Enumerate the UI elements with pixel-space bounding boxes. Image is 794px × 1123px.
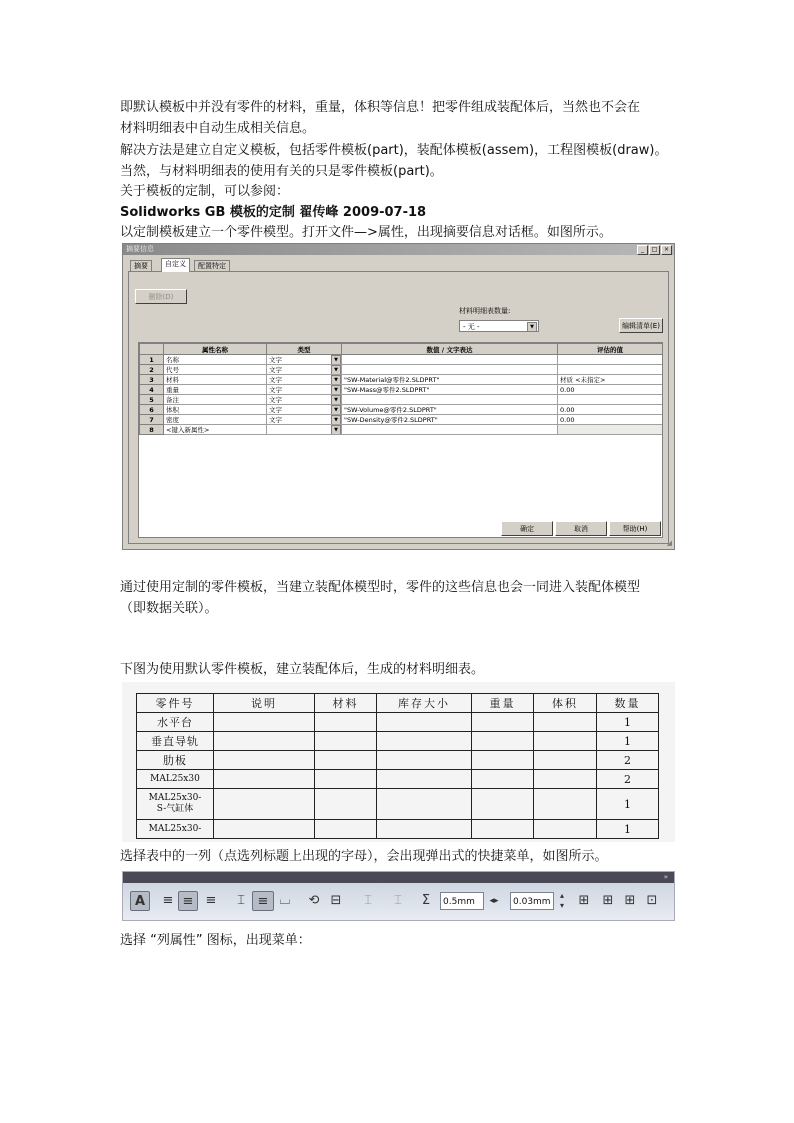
property-type-cell[interactable] [267,405,342,415]
bom-empty-cell [214,751,315,770]
property-row[interactable] [140,365,663,375]
bom-empty-cell [315,789,377,820]
bom-row [137,820,659,839]
bom-empty-cell [472,820,534,839]
property-row[interactable] [140,385,663,395]
property-row[interactable] [140,355,663,365]
chevron-down-icon[interactable]: ▼ [331,425,341,435]
chevron-down-icon[interactable]: ▼ [331,375,341,385]
bom-column-header[interactable]: 零件号 [137,694,214,713]
cell-margin-input[interactable]: 0.03mm [510,892,554,910]
property-value-cell[interactable] [342,365,558,375]
bom-empty-cell [377,789,472,820]
column-header-evaluated[interactable]: 评估的值 [558,344,663,355]
property-value-cell[interactable]: "SW-Density@零件2.SLDPRT" [342,415,558,425]
property-type-value: 文字 [269,406,282,414]
overflow-icon[interactable]: » [663,873,668,881]
bom-row [137,770,659,789]
row-number: 4 [140,385,164,395]
evaluated-value-cell [558,355,663,365]
bom-empty-cell [214,713,315,732]
paragraph: 材料明细表中自动生成相关信息。 [120,121,316,136]
paragraph: 当然，与材料明细表的使用有关的只是零件模板(part)。 [120,164,443,179]
property-type-value: 文字 [269,376,282,384]
bom-column-header[interactable]: 库存大小 [377,694,472,713]
bom-empty-cell [315,751,377,770]
property-name-cell[interactable]: 体积 [164,405,267,415]
help-button[interactable]: 帮助(H) [609,521,661,536]
property-type-cell[interactable] [267,375,342,385]
property-type-cell[interactable] [267,395,342,405]
row-number: 8 [140,425,164,435]
bom-table [136,693,659,839]
paragraph: 通过使用定制的零件模板，当建立装配体模型时，零件的这些信息也会一同进入装配体模型 [120,580,641,595]
bom-empty-cell [534,820,597,839]
row-number: 7 [140,415,164,425]
toolbar-title-strip [123,872,674,883]
table-grid-icon[interactable]: ⊞ [624,893,636,908]
insert-column-icon[interactable]: ⌶ [394,893,402,908]
column-header-value[interactable]: 数值 / 文字表达 [342,344,558,355]
bom-empty-cell [534,789,597,820]
bom-row [137,713,659,732]
property-type-cell[interactable] [267,385,342,395]
column-header-name[interactable]: 属性名称 [164,344,267,355]
property-value-cell[interactable]: "SW-Material@零件2.SLDPRT" [342,375,558,385]
table-select-icon[interactable]: ⊡ [646,893,658,908]
property-row[interactable] [140,395,663,405]
bom-empty-cell [472,732,534,751]
bom-empty-cell [315,820,377,839]
paragraph: （即数据关联）。 [120,601,218,616]
paragraph: 下图为使用默认零件模板，建立装配体后，生成的材料明细表。 [120,662,485,677]
property-type-value: 文字 [269,416,282,424]
bom-row [137,732,659,751]
bom-column-header[interactable]: 重量 [472,694,534,713]
property-name-cell[interactable]: 密度 [164,415,267,425]
bom-empty-cell [534,732,597,751]
quantity-cell: 2 [597,751,659,770]
sum-icon[interactable]: Σ [421,893,431,908]
bom-empty-cell [534,751,597,770]
maximize-button[interactable]: □ [649,245,660,255]
bom-empty-cell [315,713,377,732]
align-bottom-icon[interactable]: ⌴ [279,893,291,908]
table-split-icon[interactable]: ⊞ [602,893,614,908]
edit-list-button[interactable]: 编辑清单(E) [619,318,663,333]
chevron-down-icon[interactable]: ▼ [331,415,341,425]
chevron-down-icon[interactable]: ▼ [331,395,341,405]
paragraph: 以定制模板建立一个零件模型。打开文件—>属性，出现摘要信息对话框。如图所示。 [120,225,612,240]
property-value-cell[interactable]: "SW-Volume@零件2.SLDPRT" [342,405,558,415]
tab-summary[interactable]: 摘要 [130,260,152,272]
part-number-line: MAL25x30- [148,793,202,803]
quantity-cell: 2 [597,770,659,789]
bom-table-image [122,682,675,842]
column-header-type[interactable]: 类型 [267,344,342,355]
bom-qty-label: 材料明细表数量: [459,307,511,315]
paragraph: 选择 “列属性” 图标，出现菜单： [120,933,311,948]
property-type-cell[interactable] [267,425,342,435]
ok-button[interactable]: 确定 [501,521,553,536]
row-number: 1 [140,355,164,365]
insert-row-icon[interactable]: ⌶ [364,893,372,908]
bom-empty-cell [214,820,315,839]
property-row[interactable] [140,425,663,435]
chevron-down-icon[interactable]: ▼ [331,405,341,415]
bom-column-header[interactable]: 说明 [214,694,315,713]
paragraph: 选择表中的一列（点选列标题上出现的字母），会出现弹出式的快捷菜单，如图所示。 [120,849,608,864]
bom-empty-cell [472,751,534,770]
bom-empty-cell [377,713,472,732]
spin-stepper-icon[interactable]: ◂▸ [489,896,499,906]
font-format-icon[interactable]: A [130,891,150,911]
part-number-cell: 垂直导轨 [137,732,214,751]
row-number: 2 [140,365,164,375]
bom-empty-cell [377,820,472,839]
row-number: 5 [140,395,164,405]
evaluated-value-cell: 材质 <未指定> [558,375,663,385]
merge-cells-icon[interactable]: ⊟ [330,893,342,908]
align-middle-icon[interactable]: ≡ [252,891,274,911]
evaluated-value-cell: 0.00 [558,415,663,425]
property-value-cell[interactable] [342,395,558,405]
align-center-icon[interactable]: ≡ [178,891,198,911]
bom-column-header[interactable]: 材料 [315,694,377,713]
minimize-button[interactable]: _ [637,245,648,255]
align-left-icon[interactable]: ≡ [162,893,174,908]
chevron-down-icon[interactable]: ▼ [527,322,537,332]
evaluated-value-cell [558,395,663,405]
custom-tab-panel [128,271,669,544]
property-row[interactable] [140,415,663,425]
property-name-cell[interactable]: 代号 [164,365,267,375]
part-number-line: S-气缸体 [156,804,194,814]
refresh-icon[interactable]: ⟲ [308,893,320,908]
properties-grid [138,342,663,538]
part-number-cell: 肋板 [137,751,214,770]
bom-empty-cell [534,713,597,732]
property-type-value: 文字 [269,366,282,374]
bom-column-header[interactable]: 体积 [534,694,597,713]
resize-grip-icon[interactable]: ◢ [666,539,672,547]
part-number-cell: MAL25x30 [137,770,214,789]
quantity-cell: 1 [597,732,659,751]
bom-row [137,789,659,820]
table-format-toolbar [122,871,675,921]
close-button[interactable]: × [661,245,672,255]
property-name-cell[interactable]: 备注 [164,395,267,405]
bom-qty-value: - 无 - [463,323,480,331]
bom-empty-cell [377,732,472,751]
column-header-index [140,344,164,355]
chevron-down-icon[interactable]: ▼ [331,385,341,395]
part-number-cell: MAL25x30- [137,820,214,839]
evaluated-value-cell: 0.00 [558,405,663,415]
paragraph: 关于模板的定制，可以参阅： [120,184,290,199]
bom-column-header[interactable]: 数量 [597,694,659,713]
property-type-value: 文字 [269,386,282,394]
bom-header-row [137,694,659,713]
property-name-cell[interactable]: 材料 [164,375,267,385]
evaluated-value-cell [558,365,663,375]
summary-info-dialog [122,243,675,550]
bom-qty-select[interactable] [459,320,539,332]
row-number: 6 [140,405,164,415]
evaluated-value-cell: 0.00 [558,385,663,395]
property-name-cell[interactable]: 名称 [164,355,267,365]
property-type-cell[interactable] [267,355,342,365]
property-type-value: 文字 [269,396,282,404]
bom-empty-cell [534,770,597,789]
bom-row [137,751,659,770]
bom-empty-cell [214,770,315,789]
quantity-cell: 1 [597,820,659,839]
bom-empty-cell [315,770,377,789]
tab-custom[interactable]: 自定义 [161,258,190,272]
paragraph: 解决方法是建立自定义模板，包括零件模板(part)，装配体模板(assem)，工程图模板(draw)。 [120,143,668,158]
bom-empty-cell [377,770,472,789]
bom-empty-cell [472,713,534,732]
bom-empty-cell [472,789,534,820]
property-row[interactable] [140,375,663,385]
bom-empty-cell [377,751,472,770]
chevron-down-icon[interactable]: ▼ [331,355,341,365]
property-type-cell[interactable] [267,415,342,425]
quantity-cell: 1 [597,789,659,820]
property-value-cell[interactable] [342,425,558,435]
part-number-cell: 水平台 [137,713,214,732]
property-type-cell[interactable] [267,365,342,375]
dialog-title: 摘要信息 [123,244,674,255]
reference-line: Solidworks GB 模板的定制 翟传峰 2009-07-18 [120,205,427,220]
column-properties-icon[interactable]: ⊞ [578,893,590,908]
cancel-button[interactable]: 取消 [555,521,607,536]
property-value-cell[interactable]: "SW-Mass@零件2.SLDPRT" [342,385,558,395]
bom-empty-cell [214,732,315,751]
border-width-input[interactable]: 0.5mm [440,892,484,910]
align-top-icon[interactable]: ⌶ [237,893,245,908]
bom-empty-cell [472,770,534,789]
quantity-cell: 1 [597,713,659,732]
bom-empty-cell [315,732,377,751]
part-number-cell [137,789,214,820]
property-row[interactable] [140,405,663,415]
spin-updown-icon[interactable]: ▴ ▾ [559,891,564,910]
property-name-cell[interactable]: <键入新属性> [164,425,267,435]
align-right-icon[interactable]: ≡ [205,893,217,908]
chevron-down-icon[interactable]: ▼ [331,365,341,375]
bom-empty-cell [214,789,315,820]
property-value-cell[interactable] [342,355,558,365]
delete-button[interactable]: 删除(D) [135,289,187,304]
evaluated-value-cell [558,425,663,435]
property-name-cell[interactable]: 重量 [164,385,267,395]
property-type-value: 文字 [269,356,282,364]
row-number: 3 [140,375,164,385]
paragraph: 即默认模板中并没有零件的材料，重量，体积等信息！把零件组成装配体后，当然也不会在 [120,100,641,115]
tab-config-specific[interactable]: 配置特定 [194,260,230,272]
